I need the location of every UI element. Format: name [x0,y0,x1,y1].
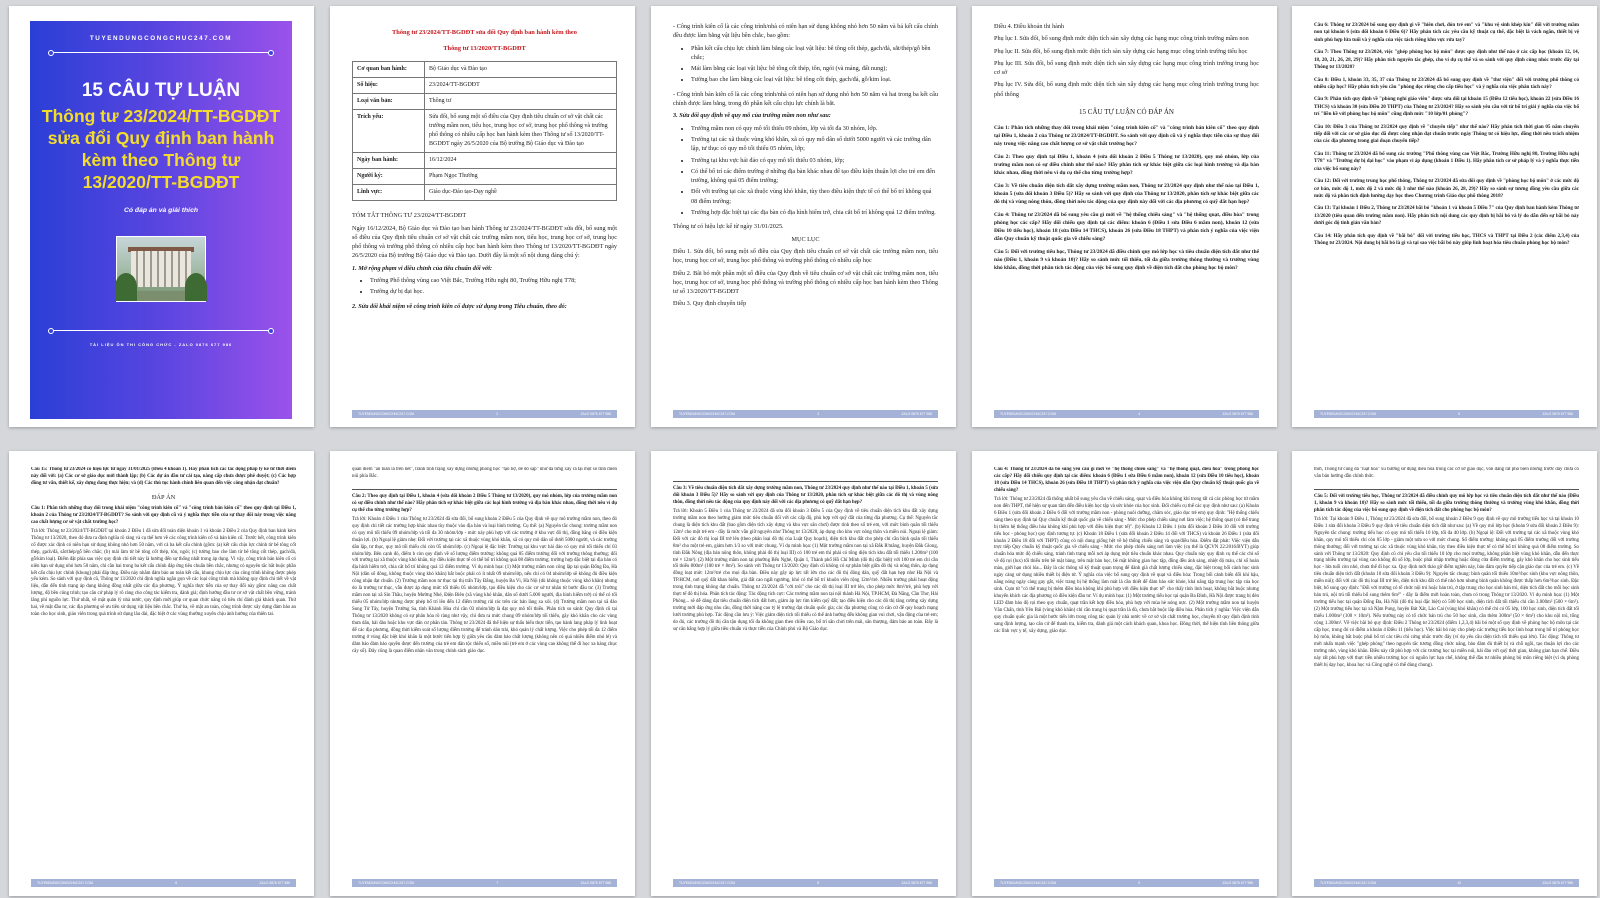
page-9[interactable] [972,451,1277,896]
table-row [353,110,617,153]
table-row [353,185,617,201]
cover-subtitle: Có đáp án và giải thích [123,206,199,214]
answer-text: Trả lời: Khoản 5 Điều 1 của Thông tư 23/2024 đã sửa đổi khoản 3 Điều 5 của Quy định về tiêu chuẩn diện tích khu đất xây dựng trường mầm non theo hướng giảm mức tiêu chuẩn đối với các cấp độ, phù hợp với quỹ đất của từng địa phương. Cụ thể: Nguyên tắc chung là diện tích khu đất (bao gồm diện tích xây dựng và khu vực sân chơi) được tính theo số trẻ em, với mức bình quân tối thiểu 12m² cho một trẻ em - đây là mức vẫn giữ nguyên như Thông tư 13/2020, áp dụng cho khu vực nông thôn và miền núi. Ngoại lệ giảm: Đối với các đô thị loại III trở lên (theo phân loại đô thị của Luật Quy hoạch), diện tích khu đất cho phép chỉ cần bình quân tối thiểu 8m² cho một trẻ em, giảm hơn 1/3 so với mức chung. Ví dụ minh họa: (1) Một trường mầm non tại xã Đắk R'măng, huyện Đắk Glong, tỉnh Đắk Nông (địa bàn nông thôn, không phải đô thị loại III) có 100 trẻ em thì phải có tổng diện tích khu đất tối thiểu 1.200m² (100 trẻ × 12m²). (2) Một trường mầm non tại phường Bến Nghé, Quận 1, Thành phố Hồ Chí Minh (đô thị đặc biệt) với 100 trẻ em chỉ cần tối thiểu 800m² (100 trẻ × 8m²). So sánh với Thông tư 13/2020: Quy định cũ không có sự phân biệt giữa đô thị và nông thôn, áp dụng đồng loạt mức 12m²/trẻ cho mọi địa bàn. Điều này gây áp lực rất lớn cho các đô thị đông dân, quỹ đất hạn hẹp như Hà Nội và TP.HCM, nơi quỹ đất khan hiếm, giá đất cao ngất ngưởng, khó có thể bố trí khuôn viên rộng 12m²/trẻ. Nhiều trường phải hoạt động trong tình trạng không đạt chuẩn. Thông tư 23/2024 đã "cởi trói" cho các đô thị loại III trở lên, cho phép mức 8m²/trẻ, phù hợp với thực tế đô thị hóa. Phân tích tác động: Tác động tích cực: Các trường mầm non tại nội thành Hà Nội, TP.HCM, Đà Nẵng, Cần Thơ, Hải Phòng... sẽ dễ dàng đạt tiêu chuẩn diện tích đất hơn, giảm áp lực tìm kiếm quỹ đất; tạo điều kiện cho các đô thị tăng cường xây dựng trường mới đáp ứng nhu cầu, đồng thời nâng cao tỷ lệ trường đạt chuẩn quốc gia; các địa phương cũng có căn cứ để quy hoạch mạng lưới trường phù hợp. Tác động cần lưu ý: Việc giảm diện tích tối thiểu có thể ảnh hưởng đến không gian vui chơi, vận động của trẻ em; do đó, các trường đô thị cần tận dụng tối đa không gian theo chiều cao, bố trí sân chơi trên mái, sân thượng, đảm bảo an toàn. Đây là sự cân bằng hợp lý giữa tiêu chuẩn và thực tiễn của Chính phủ và Bộ Giáo dục. [673,508,938,633]
question: Câu 3: Về tiêu chuẩn diện tích đất xây dựng trường mầm non, Thông tư 23/2024 quy định như thế nào tại Điều 1, khoản 5 (sửa đổi khoản 3 Điều 5)? Hãy so sánh với quy định của Thông tư 13/2020, phân tích sự khác biệt giữa các đô thị và vùng nông thôn, đồng thời nêu tác động của quy định này đối với các địa phương có quỹ đất hạn hẹp? [673,486,938,505]
toc-item[interactable]: Phụ lục II. Sửa đổi, bổ sung định mức diện tích sàn xây dựng các hạng mục công trình trường tiểu học [994,47,1248,55]
footer-site: TUYENDUNGCONGCHUC247.COM [358,881,414,885]
list-item: • Trường tại khu vực hải đảo có quy mô tối thiểu 03 nhóm, lớp; [691,156,938,165]
paragraph: quan điểm "an toàn là trên hết", tránh tình trạng xây dựng những phòng học "tạo bợ, dễ đổ sập" như đã từng xảy ra tại một số tỉnh miền núi phía Bắc. [352,467,617,479]
cover-divider-top [48,50,274,56]
list-item: • Mái làm bằng các loại vật liệu: bê tông cốt thép, tôn, ngói (và mảng, đất nung); [691,64,938,73]
question: Câu 8: Điều 1, khoản 33, 35, 37 của Thông tư 23/2024 đã bổ sung quy định về "thư viện" đối với trường phổ thông có nhiều cấp học? Hãy phân tích yêu cầu "phòng đọc riêng cho cấp tiểu học" và ý nghĩa của việc phân tách này? [1314,76,1579,90]
cover-heading-2 [30,105,292,193]
section-heading: 15 CÂU TỰ LUẬN CÓ ĐÁP ÁN [1079,108,1174,117]
page-number: 3 [817,412,820,416]
page-number: 8 [817,881,820,885]
list-item: • Trường tại các xã thuộc vùng khó khăn, xã có quy mô dân số dưới 5000 người và các trường dân lập, tư thục có quy mô tối thiểu 05 nhóm, lớp; [691,135,938,154]
page-10[interactable] [1292,451,1597,896]
table-row [353,153,617,169]
paragraph: thời, Thông tư cũng đã "luật hóa" xu hướng sử dụng điều hòa trong các cơ sở giáo dục, vốn đang rất phổ biến nhưng trước đây chưa có văn bản hướng dẫn chính thức. [1314,467,1579,479]
list-item: • Trường mầm non có quy mô tối thiểu 09 nhóm, lớp và tối đa 30 nhóm, lớp. [691,124,938,133]
toc-item[interactable]: Điều 1. Sửa đổi, bổ sung một số điều của Quy định tiêu chuẩn cơ sở vật chất các trường mầm non, tiểu học, trung học cơ sở, trung học phổ thông và trường phổ thông có nhiều cấp học [673,247,938,265]
question: Câu 12: Đối với trường trung học phổ thông, Thông tư 23/2024 đã sửa đổi quy định về "phòng học bộ môn" ở các mức độ cơ bản, mức độ 1, mức độ 2 và mức độ 3 như thế nào (khoản 26, 28, 29)? Hãy so sánh sự tương đồng yêu cầu giữa các mức độ và phân tích định hướng dạy học theo Chương trình Giáo dục phổ thông 2018? [1314,178,1579,200]
table-key: Loại văn bản: [353,94,425,110]
question: Câu 5: Đối với trường tiểu học, Thông tư 23/2024 đã điều chỉnh quy mô lớp học và tiêu chuẩn diện tích đất như thế nào (Điều 1, khoản 9 và khoản 10)? Hãy so sánh mức tối thiểu, tối đa giữa trường thông thường và trường vùng khó khăn, đồng thời phân tích tác động của việc bổ sung quy định về diện tích đất cho phòng học bộ môn? [1314,493,1579,513]
paragraph: - Công trình bán kiên cố là các công trình/nhà có niên hạn sử dụng nhỏ hơn 50 năm và hai trong ba kết cấu chính được làm bằng, trong đó phần kết cấu chịu lực chính là bắt. [673,90,938,108]
paragraph: - Công trình kiên cố là các công trình/nhà có niên hạn sử dụng không nhỏ hơn 50 năm và bả kết cấu chính đều được làm bằng vật liệu bền chắc, bao gồm: [673,23,938,40]
page-5[interactable] [1292,6,1597,427]
document-title-line: Thông tư 13/2020/TT-BGDĐT [443,44,526,52]
table-key: Số hiệu: [353,78,425,94]
table-value: 23/2024/TT-BGDĐT [425,78,617,94]
answer-text: Trả lời: Thông tư 23/2024/TT-BGDĐT tại khoản 2 Điều 1 đã sửa đổi toàn diện khoản 1 và khoản 2 Điều 2 của Quy định ban hành kèm Thông tư 13/2020, theo đó đưa ra định nghĩa rõ ràng và cụ thể hơn về các công trình kiên cố và bán kiên cố. Trước hết, công trình kiên cố được xác định có niên hạn sử dụng không nhỏ hơn 50 năm, với cả ba kết cấu chính (gồm: (a) kết cấu chịu lực chính từ bê tông cốt thép, gạch/đá, sắt/thép/gỗ bền chắc; (b) mái làm từ bê tông cốt thép, tôn, ngói; (c) tường bao che làm từ bê tông cốt thép, gạch/đá, gỗ/kim loại). Điểm đặt phía sau việc quy định chi tiết này là hướng đến sự thống nhất trong áp dụng. Vì vậy, công trình bán kiên cố có niên hạn sử dụng nhỏ hơn 50 năm, chỉ cần hai trong ba kết cấu chính đáp ứng tiêu chuẩn bền chắc, nhưng có nguyên tắc bắt buộc phần kết cấu chịu lực chính (khung) phải đáp ứng. Điều này nhằm đảm bảo an toàn kết cấu, khung chịu lực của công trình không được phép yếu kém. So sánh với quy định cũ, Thông tư 13/2020 chỉ định nghĩa ngắn gọn về các loại công trình mà không quy định chi tiết về vật liệu, dẫn đến tình trạng áp dụng không đồng nhất giữa các địa phương. Ý nghĩa thực tiễn của sự thay đổi này gồm: nâng cao chất lượng, độ bền công trình; tạo căn cứ pháp lý rõ ràng cho công tác kiểm tra, đánh giá; định hướng đầu tư cơ sở vật chất bền vững, tránh lãng phí nguồn lực. Thứ nhất, về mặt quản lý nhà nước, quy định mới giúp cơ quan chức năng có tiêu chí đánh giá khách quan. Thứ hai, về mặt đầu tư, các địa phương sẽ ưu tiên sử dụng vật liệu bền chắc. Thứ ba, về mặt an toàn, công trình được xây dựng đảm bảo an toàn cho học sinh, giáo viên trong quá trình sử dụng lâu dài, đặc biệt ở các vùng thường xuyên chịu ảnh hưởng của thiên tai. [31,528,296,618]
table-value: Sửa đổi, bổ sung một số điều của Quy định tiêu chuẩn cơ sở vật chất các trường mầm non, tiểu học, trung học cơ sở, trung học phổ thông và trường phổ thông có nhiều cấp học ban hành kèm theo Thông tư số 13/2020/TT-BGDĐT ngày 26/5/2020 của Bộ trưởng Bộ Giáo dục và Đào tạo [425,110,617,153]
toc-item[interactable]: Điều 4. Điều khoản thi hành [994,23,1065,30]
footer-site: TUYENDUNGCONGCHUC247.COM [1320,881,1376,885]
table-value: Giáo dục-Đào tạo-Dạy nghề [425,185,617,201]
footer-zalo: ZALO 0876 677 986 [1222,881,1253,885]
toc-item[interactable]: Điều 3. Quy định chuyển tiếp [673,300,747,308]
page-number: 9 [1138,881,1141,885]
question: Câu 3: Về tiêu chuẩn diện tích đất xây dựng trường mầm non, Thông tư 23/2024 quy định như thế nào tại Điều 1, khoản 5 (sửa đổi khoản 3 Điều 5)? Hãy so sánh với quy định của Thông tư 13/2020, phân tích sự khác biệt giữa các đô thị và vùng nông thôn, đồng thời nêu tác động của quy định này đối với các địa phương có quỹ đất hạn hẹp? [994,182,1259,205]
table-value: Bộ Giáo dục và Đào tạo [425,62,617,78]
page-number: 7 [496,881,499,885]
question: Câu 6: Thông tư 23/2024 bổ sung quy định gì về "hiên chơi, đón trẻ em" và "khu vệ sinh khép kín" đối với trường mầm non tại khoản 6 (sửa đổi khoản 6 Điều 6)? Hãy phân tích các yêu cầu kỹ thuật cụ thể, đặc biệt là vách ngăn, thiết bị vệ sinh phù hợp lứa tuổi và ý nghĩa của việc tách riêng khu vực rửa tay? [1314,22,1579,43]
question: Câu 2: Theo quy định tại Điều 1, khoản 4 (sửa đổi khoản 2 Điều 5 Thông tư 13/2020), quy mô nhóm, lớp của trường mầm non có sự điều chỉnh như thế nào? Hãy phân tích sự khác biệt giữa các loại hình trường và địa bàn khác nhau, đồng thời nêu ví dụ cụ thể cho từng trường hợp? [352,493,617,513]
document-title-line: Thông tư 23/2024/TT-BGDĐT sửa đổi Quy định ban hành kèm theo [392,29,577,36]
question: Câu 1: Phân tích những thay đổi trong khái niệm "công trình kiên cố" và "công trình bán kiên cố" theo quy định tại Điều 1, khoản 2 của Thông tư 23/2024/TT-BGDĐT. So sánh với quy định cũ và ý nghĩa thực tiễn của sự thay đổi này trong việc nâng cao chất lượng cơ sở vật chất trường học? [994,124,1259,147]
toc-item[interactable]: Phụ lục IV. Sửa đổi, bổ sung định mức diện tích sàn xây dựng các hạng mục công trình trường trung học phổ thông [994,81,1259,98]
question: Câu 11: Thông tư 23/2024 đã bổ sung các trường "Phổ thông vùng cao Việt Bắc, Trường Hữu nghị 80, Trường Hữu nghị T78" và "Trường dự bị đại học" vào phạm vi áp dụng (khoản 1 Điều 1). Hãy phân tích cơ sở pháp lý và ý nghĩa thực tiễn của việc bổ sung này? [1314,150,1579,172]
list-item: • Trường hợp đặc biệt tại các địa bàn có địa hình hiểm trở, chia cắt bố trí không quá 12 điểm trường. [691,208,938,217]
cover-heading-2-line: sửa đổi Quy định ban hành [47,127,275,148]
table-row [353,62,617,78]
table-key: Người ký: [353,169,425,185]
question: Câu 5: Đối với trường tiểu học, Thông tư 23/2024 đã điều chỉnh quy mô lớp học và tiêu chuẩn diện tích đất như thế nào (Điều 1, khoản 9 và khoản 10)? Hãy so sánh mức tối thiểu, tối đa giữa trường thông thường và trường vùng khó khăn, đồng thời phân tích tác động của việc bổ sung quy định về diện tích đất cho phòng học bộ môn? [994,248,1259,271]
table-value: Phạm Ngọc Thưởng [425,169,617,185]
question: Câu 9: Phân tích quy định về "phòng nghỉ giáo viên" được sửa đổi tại khoản 15 (Điều 12 tiểu học), khoản 22 (sửa Điều 16 THCS) và khoản 30 (sửa Điều 20 THPT) của Thông tư 23/2024? Hãy so sánh yêu cầu với từ bố trí giải ý nghĩa của việc bố trí "liền kề với phòng học bộ môn" cũng định mức "10 lớp/01 phòng"? [1314,96,1579,118]
table-key: Trích yếu: [353,110,425,153]
cover-divider-bottom [48,328,274,334]
list-item: • Có thể bố trí các điểm trường ở những địa bàn khác nhau để tạo điều kiện thuận lợi cho trẻ em đến trường, không quá 05 điểm trường; [691,167,938,186]
table-row [353,78,617,94]
page-number: 5 [1458,412,1461,416]
footer-site: TUYENDUNGCONGCHUC247.COM [679,881,735,885]
footer-site: TUYENDUNGCONGCHUC247.COM [1320,412,1376,416]
effective-date: Thông tư có hiệu lực kể từ ngày 31/01/2025. [673,223,784,231]
footer-zalo: ZALO 0876 677 986 [1542,412,1573,416]
document-info-table [352,61,617,201]
bullet-list [352,276,617,297]
footer-site: TUYENDUNGCONGCHUC247.COM [679,412,735,416]
question: Câu 2: Theo quy định tại Điều 1, khoản 4 (sửa đổi khoản 2 Điều 5 Thông tư 13/2020), quy mô nhóm, lớp của trường mầm non có sự điều chỉnh như thế nào? Hãy phân tích sự khác biệt giữa các loại hình trường và địa bàn khác nhau, đồng thời nêu ví dụ cụ thể cho từng trường hợp? [994,153,1259,176]
page-2[interactable] [330,6,635,427]
cover-footer: TÀI LIỆU ÔN THI CÔNG CHỨC - ZALO 0876 677 986 [89,341,233,347]
section-point: 2. Sửa đổi khái niệm về công trình kiên cố được sử dụng trong Tiêu chuẩn, theo đó: [352,302,567,310]
school-building-image [116,236,206,302]
table-row [353,94,617,110]
question: Câu 13: Tại khoản 1 Điều 2, Thông tư 23/2024 bãi bỏ "khoản 1 và khoản 5 Điều 7" của Quy định ban hành kèm Thông tư 13/2020 (tiêu quan đến trường mầm non). Hãy phân tích nội dung các quy định bị bãi bỏ và lý do dẫn đến sự bãi bỏ này dưới góc độ tinh giản văn bản? [1314,205,1579,227]
question: Câu 10: Điều 3 của Thông tư 23/2024 quy định về "chuyển tiếp" như thế nào? Hãy phân tích thời gian 05 năm chuyển tiếp đối với các cơ sở giáo dục đã được công nhận đạt chuẩn trước ngày Thông tư có hiệu lực, đồng thời nêu trách nhiệm của các địa phương trong giai đoạn chuyển tiếp? [1314,123,1579,145]
list-item: • Trường dự bị đại học. [370,287,617,296]
page-number: 2 [496,412,499,416]
section-point: 1. Mở rộng phạm vi điều chỉnh của tiêu chuẩn đối với: [352,264,493,272]
page-7[interactable] [330,451,635,896]
page-footer [673,879,938,887]
table-key: Lĩnh vực: [353,185,425,201]
page-number: 4 [1138,412,1141,416]
question: Câu 15: Thông tư 23/2024 có hiệu lực từ ngày 31/01/2025 (Điều 4 khoản 1). Hãy phân tích các tác động pháp lý kể từ thời điểm này đối với: (a) Các cơ sở giáo dục mới thành lập; (b) Các dự án đầu tư cải tạo, nâng cấp chưa được phê duyệt; (c) Các hợp đồng tư vấn, thiết kế, xây dựng đang thực hiện; và (d) Các thủ tục hành chính liên quan đến việc công nhận đạt chuẩn? [31,467,296,486]
toc-item[interactable]: Phụ lục III. Sửa đổi, bổ sung định mức diện tích sàn xây dựng các hạng mục công trình trường trung học cơ sở [994,59,1259,77]
page-3[interactable] [651,6,956,427]
list-item: • Tường bao che làm bằng các loại vật liệu: bê tông cốt thép, gạch/đá, gỗ/kim loại. [691,75,938,84]
footer-zalo: ZALO 0876 677 986 [901,881,932,885]
toc-item[interactable]: Điều 2. Bãi bỏ một phần một số điều của Quy định về tiêu chuẩn cơ sở vật chất các trường mầm non, tiểu học, trung học cơ sở, trung học phổ thông và trường phổ thông có nhiều cấp học ban hành kèm theo Thông tư số 13/2020/TT-BGDĐT [673,269,938,296]
footer-site: TUYENDUNGCONGCHUC247.COM [1000,412,1056,416]
footer-zalo: ZALO 0876 677 986 [580,412,611,416]
document-title [352,28,617,53]
page-number: 6 [175,881,178,885]
cover-site: TUYENDUNGCONGCHUC247.COM [89,35,233,42]
bullet-list [673,44,938,85]
summary-paragraph: Ngày 16/12/2024, Bộ Giáo dục và Đào tạo ban hành Thông tư 23/2024/TT-BGDĐT sửa đổi, bổ sung một số điều của Quy định tiêu chuẩn cơ sở vật chất các trường mầm non, tiểu học, trung học cơ sở, trung học phổ thông và trường phổ thông có nhiều cấp học ban hành kèm theo Thông tư 13/2020/TT-BGDĐT ngày 26/5/2020 của Bộ trưởng Bộ Giáo dục và Đào tạo. Dưới đây là một số nội dung đáng chú ý: [352,224,617,260]
question: Câu 14: Hãy phân tích quy định về "bãi bỏ" đối với trường tiểu học, THCS và THPT tại Điều 2 (các điểm 2,3,4) của Thông tư 23/2024. Nội dung bị bãi bỏ là gì và tại sao việc bãi bỏ này giúp linh hoạt hóa tiêu chuẩn phòng học bộ môn? [1314,232,1579,247]
page-footer [994,879,1259,887]
answer-text: Trả lời: Tại khoản 9 Điều 1, Thông tư 23/2024 đã sửa đổi, bổ sung khoản 2 Điều 9 quy định về quy mô trường tiểu học và tại khoản 10 Điều 1 sửa đổi khoản 3 Điều 9 quy định về tiêu chuẩn diện tích đất như sau: (a) Về quy mô lớp học (khoản 9 sửa đổi khoản 2 Điều 9): Nguyên tắc chung: trường tiểu học có quy mô tối thiểu 10 lớp, tối đa 40 lớp. (b) Ngoại lệ: Đối với trường tại các xã thuộc vùng khó khăn, quy mô tối thiểu chỉ còn 05 lớp - giảm một nửa so với mức chung. Số điểm trường: không quá 05 điểm trường đối với trường thông thường; đối với trường tại các xã thuộc vùng khó khăn, tùy theo điều kiện thực tế có thể bố trí không quá 08 điểm trường. So sánh với Thông tư 13/2020: Quy định cũ chỉ yêu cầu tối thiểu 10 lớp cho mọi trường, không phân biệt vùng khó khăn, dẫn đến thực trạng nhiều trường tại vùng cao không đủ số lớp, buộc phải nhập trường hoặc đóng cửa điểm trường, gây khó khăn cho học sinh tiểu học - lứa tuổi còn nhỏ, chưa thể đi học xa. Quy định mới tháo gỡ điểm nghẽn này, bảo đảm quyền tiếp cận giáo dục của trẻ em. (c) Về tiêu chuẩn diện tích đất (khoản 10 sửa đổi khoản 3 Điều 9): Nguyên tắc chung: bình quân tối thiểu 10m²/học sinh (khu vực nông thôn, miền núi); đối với các đô thị loại III trở lên, diện tích khu đất có thể nhỏ hơn nhưng bình quân không được thấp hơn 6m²/học sinh. Đặc biệt, bổ sung quy định: "Đối với trường có tổ chức nội trú hoặc bán trú, ở tập trung cho học sinh bán trú, diện tích đất cho mỗi học sinh bán trú, nội trú tối thiểu bổ sung thêm 6m²" - đây là điểm mới hoàn toàn, chưa có trong Thông tư 13/2020. Ví dụ minh họa: (1) Một trường tiểu học tại quận Đống Đa, Hà Nội (đô thị loại đặc biệt) có 500 học sinh, diện tích đất tối thiểu chỉ cần 3.000m² (500 × 6m²). (2) Một trường tiểu học tại xã Nậm Pung, huyện Bát Xát, Lào Cai (vùng khó khăn) có thể chỉ có 05 lớp, 100 học sinh, diện tích đất tối thiểu 1.000m² (100 × 10m²). Nếu trường này có tổ chức bán trú cho 50 học sinh, cần thêm 300m² (50 × 6m²) cho khu nội trú, tổng cộng 1.300m². Về việc bãi bỏ quy định: Điều 2 Thông tư 23/2024 (điểm 1,2,3,4) bãi bỏ một số quy định về phòng học bộ môn tại các cấp học, trong đó có điểm a khoản 4 Điều 11 (tiểu học). Việc bãi bỏ này cho phép các trường tiểu học linh hoạt trong bố trí phòng học bộ môn, không bắt buộc phải bố trí các tiêu chí cứng nhắc trước đây (ví dụ yêu cầu diện tích tối thiểu quá lớn). Tác động: Thông tư mới nhấn mạnh việc "ghép phòng" theo nguyên tắc tương đồng chức năng, bảo đảm đủ thiết bị và chỗ ngồi, tạo thuận lợi cho các trường nhỏ, vùng khó khăn. Điều này rất phù hợp với các trường học tại miền núi, hải đảo với quỹ thời gian, không gian hạn chế. Điều này rất phù hợp với thực tiễn nhiều trường học có nguồn lực hạn chế, không thể đầu tư nhiều phòng bộ môn riêng biệt (ví dụ phòng thiết bị dạy học, khoa học và Công nghệ có thể dùng chung). [1314,516,1579,668]
table-key: Ngày ban hành: [353,153,425,169]
table-key: Cơ quan ban hành: [353,62,425,78]
cover-panel [30,21,292,419]
page-8[interactable] [651,451,956,896]
question: Câu 4: Thông tư 23/2024 đã bổ sung yêu cầu gì mới về "hệ thống chiếu sáng" và "hệ thống quạt, điều hòa" trong phòng học các cấp? Hãy đối chiếu quy định tại các điểm: khoản 6 (Điều 1 sửa Điều 6 mầm non), khoản 12 (sửa Điều 10 tiểu học), khoản 18 (sửa Điều 14 THCS), khoản 26 (sửa Điều 18 THPT) và phân tích ý nghĩa của việc viện dẫn Quy chuẩn kỹ thuật quốc gia về chiếu sáng? [994,467,1259,493]
footer-zalo: ZALO 0876 677 986 [259,881,290,885]
answer-text: Trả lời: Khoản 4 Điều 1 của Thông tư 23/2024 đã sửa đổi, bổ sung khoản 2 Điều 5 của Quy định về quy mô trường mầm non, theo đó quy định chi tiết các trường hợp khác nhau tùy thuộc vào địa bàn và loại hình trường. Cụ thể: (a) Nguyên tắc chung: trường mầm non có quy mô tối thiểu 09 nhóm/lớp và tối đa 30 nhóm/lớp - mức này phù hợp với các trường ở khu vực đô thị, đồng bằng có điều kiện thuận lợi. (b) Ngoại lệ giảm nhẹ: Đối với trường tại các xã thuộc vùng khó khăn, xã có quy mô dân số dưới 5000 người, và các trường dân lập, tư thục, quy mô tối thiểu chỉ còn 05 nhóm/lớp. (c) Ngoại lệ đặc biệt: Trường tại khu vực hải đảo có quy mô tối thiểu chỉ 03 nhóm/lớp. Bên cạnh đó, điểm b còn quy định về số lượng điểm trường: không quá 05 điểm trường đối với trường thông thường; đối với trường tại xã thuộc vùng khó khăn, tùy điều kiện thực tế có thể bố trí không quá 08 điểm trường; trường hợp đặc biệt tại địa bàn có địa hình hiểm trở, chia cắt bố trí không quá 12 điểm trường. Ví dụ minh họa: (1) Một trường mầm non công lập tại quận Đống Đa, Hà Nội (dân số đông, không thuộc vùng khó khăn) bắt buộc phải có ít nhất 09 nhóm/lớp, nếu chỉ có 04 nhóm/lớp sẽ không đủ điều kiện công nhận đạt chuẩn. (2) Trường mầm non tư thục tại thị trấn Tây Đằng, huyện Ba Vì, Hà Nội (dù không thuộc vùng khó khăn) nhưng do là trường tư thục, vẫn được áp dụng mức tối thiểu 05 nhóm/lớp, tạo điều kiện cho các cơ sở tư nhân từ bước đầu tư. (3) Trường mầm non tại xã Sìn Thầu, huyện Mường Nhé, Điện Biên (xã vùng khó khăn, dân số dưới 5.000 người, địa hình hiểm trở) có thể có tối thiểu 05 nhóm/lớp nhưng được phép bố trí lên đến 12 điểm trường rải rác trên các bản làng xa xôi. (4) Trường mầm non tại xã đảo Song Tử Tây, huyện Trường Sa, tỉnh Khánh Hòa chỉ cần 03 nhóm/lớp là đạt quy mô tối thiểu. Phân tích so sánh: Quy định cũ tại Thông tư 13/2020 không có sự phân hóa rõ ràng như vậy, chỉ đưa ra mức chung 09 nhóm/lớp tối thiểu, gây khó khăn cho các vùng thưa dân, hải đảo hoặc khu vực dân cư phân tán. Thông tư 23/2024 đã thể hiện sự thấu hiểu thực tiễn, tạo hành lang pháp lý linh hoạt để các địa phương, đồng thời kiểm soát số lượng điểm trường để tránh dàn trải, khó quản lý chất lượng. Việc cho phép tối đa 12 điểm trường ở vùng đặc biệt khó khăn là một bước tiến hợp lý giữa yêu cầu đảm bảo chất lượng (không nên có quá nhiều điểm nhỏ lẻ) và đảm bảo đảm bảo quyền được đến trường của trẻ em dân tộc thiểu số, miền núi (trẻ em ở các vùng cao không thể đi học xa hàng chục cây số). Đây cũng là quan điểm nhân văn trong chính sách giáo dục. [352,516,617,654]
table-value: Thông tư [425,94,617,110]
footer-site: TUYENDUNGCONGCHUC247.COM [358,412,414,416]
list-item: • Trường Phổ thông vùng cao Việt Bắc, Trường Hữu nghị 80, Trường Hữu nghị T78; [370,276,617,285]
page-6[interactable] [9,451,314,896]
list-item: • Phần kết cấu chịu lực chính làm bằng các loại vật liệu: bê tông cốt thép, gạch/đá, sắt/thép/gỗ bền chắc; [691,44,938,63]
answer-heading: ĐÁP ÁN [151,493,176,501]
cover-heading-2-line: Thông tư 23/2024/TT-BGDĐT [41,105,281,126]
page-footer [352,410,617,418]
table-value: 16/12/2024 [425,153,617,169]
summary-heading: TÓM TẮT THÔNG TƯ 23/2024/TT-BGDĐT [352,212,467,220]
page-number: 10 [1457,881,1462,885]
page-footer [994,410,1259,418]
question: Câu 7: Theo Thông tư 23/2024, việc "ghép phòng học bộ môn" được quy định như thế nào ở các cấp học (khoản 12, 14, 18, 20, 21, 26, 28, 29)? Hãy phân tích nguyên tắc ghép, cho ví dụ cụ thể và so sánh với quy định cùng nhóc trước đây tại Thông tư 13/2020? [1314,49,1579,71]
footer-zalo: ZALO 0876 677 986 [1222,412,1253,416]
footer-site: TUYENDUNGCONGCHUC247.COM [1000,881,1056,885]
divider [1314,489,1579,490]
divider [673,481,938,482]
page-footer [673,410,938,418]
cover-heading-2-line: kèm theo Thông tư [81,149,241,170]
page-footer [31,879,296,887]
toc-item[interactable]: Phụ lục I. Sửa đổi, bổ sung định mức diện tích sàn xây dựng các hạng mục công trình trường mầm non [994,35,1249,43]
list-item: • Đối với trường tại các xã thuộc vùng khó khăn, tùy theo điều kiện thực tế có thể bố trí không quá 08 điểm trường; [691,187,938,206]
cover-heading-2-line: 13/2020/TT-BGDĐT [82,171,240,192]
page-footer [1314,410,1579,418]
page-cover[interactable] [9,6,314,427]
page-footer [352,879,617,887]
footer-zalo: ZALO 0876 677 986 [1542,881,1573,885]
cover-heading-1: 15 CÂU TỰ LUẬN [81,80,241,101]
section-point: 3. Sửa đổi quy định về quy mô của trường mầm non như sau: [673,112,831,120]
question: Câu 4: Thông tư 23/2024 đã bổ sung yêu cầu gì mới về "hệ thống chiếu sáng" và "hệ thống quạt, điều hòa" trong phòng học các cấp? Hãy đối chiếu quy định tại các điểm: khoản 6 (Điều 1 sửa Điều 6 mầm non), khoản 12 (sửa Điều 10 tiểu học), khoản 18 (sửa Điều 14 THCS), khoản 26 (sửa Điều 18 THPT) và phân tích ý nghĩa của việc viện dẫn Quy chuẩn kỹ thuật quốc gia về chiếu sáng? [994,211,1259,242]
page-4[interactable] [972,6,1277,427]
toc-heading: MỤC LỤC [791,235,820,243]
bullet-list [673,124,938,218]
table-row [353,169,617,185]
footer-zalo: ZALO 0876 677 986 [901,412,932,416]
footer-site: TUYENDUNGCONGCHUC247.COM [37,881,93,885]
footer-zalo: ZALO 0876 677 986 [580,881,611,885]
page-footer [1314,879,1579,887]
divider [352,489,617,490]
answer-text: Trả lời: Thông tư 23/2024 đã thống nhất bổ sung yêu cầu về chiếu sáng, quạt và điều hòa không khí trong tất cả các phòng học từ mầm non đến THPT, thể hiện sự quan tâm đến điều kiện học tập và sức khỏe của học sinh. Đối chiếu cụ thể các quy định như sau: (a) Khoản 6 Điều 1 (sửa đổi khoản 2 Điều 6 đối với trường mầm non - phòng nuôi dưỡng, chăm sóc, giáo dục trẻ em) quy định: "Hệ thống chiếu sáng theo quy định tại Quy chuẩn kỹ thuật quốc gia về chiếu sáng - Mức cho phép chiếu sáng nơi làm việc; hệ thống quạt (có thể trang bị thêm hệ thống điều hòa không khí phù hợp với điều kiện thực tế)". (b) Khoản 12 Điều 1 (sửa đổi khoản 2 Điều 10 đối với trường tiểu học - phòng học) quy định tương tự. (c) Khoản 18 Điều 1 (sửa đổi khoản 2 Điều 14 đối với THCS) và khoản 26 Điều 1 (sửa đổi khoản 2 Điều 18 đối với THPT) cũng có nội dung giống hệt về hệ thống chiếu sáng và quạt/điều hòa. Điểm đặt phát: Việc viện dẫn trực tiếp Quy chuẩn kỹ thuật quốc gia về chiếu sáng - Mức cho phép chiếu sáng nơi làm việc (cụ thể là QCVN 22:2016/BYT) giúp chuẩn hóa mức độ chiếu sáng, tránh tình trạng mỗi nơi áp dụng một tiêu chuẩn khác nhau. Quy chuẩn này quy định cụ thể các chỉ số về độ rọi (lux) tối thiểu trên bề mặt bảng, trên mặt bàn học, bề mặt không gian học tập, đồng đều ánh sáng, nhiệt độ màu, chỉ số hoàn màu, giới hạn chói lóa... Đây là các thông số kỹ thuật quan trọng để đánh giá chất lượng chiếu sáng, đặc biệt trong bối cảnh học sinh ngày càng sử dụng nhiều thiết bị điện tử. Ý nghĩa của việc bổ sung quy định về quạt và điều hòa: Trong bối cảnh biến đổi khí hậu, nắng nóng ngày càng gay gắt, việc trang bị hệ thống làm mát là cần thiết để đảm bảo sức khỏe, khả năng tập trung học tập của học sinh. Cụm từ "có thể trang bị thêm điều hòa không khí phù hợp với điều kiện thực tế" cho thấy tính linh hoạt, không bắt buộc nhưng khuyến khích các địa phương có điều kiện đầu tư. Ví dụ minh họa: (1) Một trường tiểu học tại quận Ba Đình, Hà Nội được trang bị đèn LED đảm bảo độ rọi theo quy chuẩn, quạt trần kết hợp điều hòa, phù hợp với mùa hè nóng nực. (2) Một trường mầm non tại huyện Văn Chấn, tỉnh Yên Bái (vùng khó khăn) chỉ cần trang bị quạt trần là đủ, chưa bắt buộc lắp điều hòa. Phân tích ý nghĩa: Việc viện dẫn quy chuẩn quốc gia là một bước tiến lớn trong công tác quản lý nhà nước về cơ sở vật chất trường học, chuyển từ quy định định tính sang định lượng, tạo căn cứ để thanh tra, kiểm tra, đánh giá một cách khách quan, khoa học. Đồng thời, thể hiện tính liên thông giữa các lĩnh vực y tế, xây dựng, giáo dục. [994,496,1259,634]
question: Câu 1: Phân tích những thay đổi trong khái niệm "công trình kiên cố" và "công trình bán kiên cố" theo quy định tại Điều 1, khoản 2 của Thông tư 23/2024/TT-BGDĐT? So sánh với quy định cũ và ý nghĩa thực tiễn của sự thay đổi này trong việc nâng cao chất lượng cơ sở vật chất trường học? [31,505,296,525]
